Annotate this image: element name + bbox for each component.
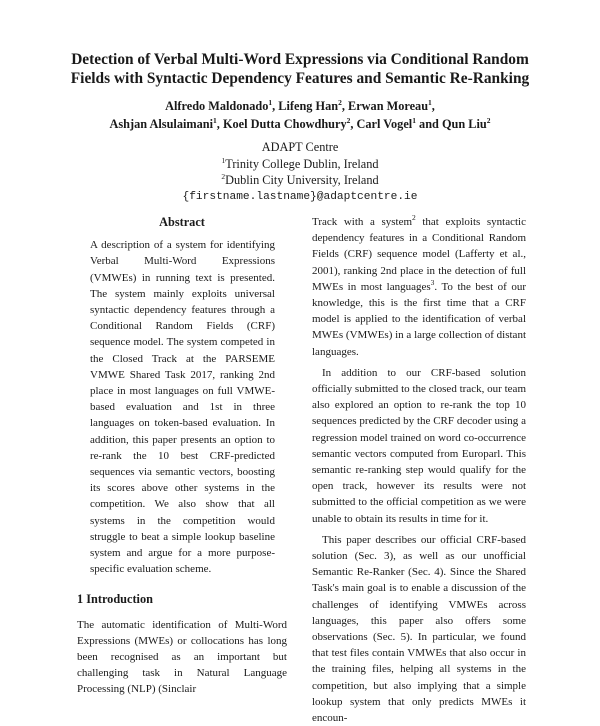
author-name: Qun Liu xyxy=(441,117,487,131)
author-separator: , xyxy=(216,117,223,131)
paragraph-3: This paper describes our official CRF-based solution (Sec. 3), as well as our unofficial Semantic Re-Ranker (Sec. 4). Since the Shared Task's main goal is to enable a discussion of the challenges of identifying VMWEs across languages, this paper also offers some observations (Sec. 5). In particular, we found that test files contain VMWEs that also occur in the training files, helping all systems in the competition, but also implying that a simple lookup system that only predicts MWEs it encoun- xyxy=(312,533,526,725)
author-name: Lifeng Han xyxy=(278,99,339,113)
author-line-2 xyxy=(40,115,560,133)
author-list xyxy=(40,97,560,133)
paragraph-1-part-a: Track with a system xyxy=(312,216,413,228)
affiliation-2 xyxy=(40,172,560,189)
affiliation-mark: 2 xyxy=(486,116,491,125)
author-separator: , xyxy=(341,99,348,113)
author-separator: , xyxy=(350,117,357,131)
author-separator: , xyxy=(272,99,279,113)
footnote-mark: 3 xyxy=(430,277,435,287)
affiliation-1-text: Trinity College Dublin, Ireland xyxy=(225,156,379,171)
author-name: Koel Dutta Chowdhury xyxy=(222,117,347,131)
affiliation-2-text: Dublin City University, Ireland xyxy=(225,173,379,187)
affiliation-mark: 2 xyxy=(221,172,226,181)
left-column xyxy=(77,214,287,698)
paragraph-1-part-b: that exploits syntactic dependency features in a Conditional Random Fields (CRF) sequence model (Lafferty et al., 2001), ranking 2nd place in the detection of full MWEs in most languages xyxy=(312,216,526,293)
affiliation-mark: 2 xyxy=(338,98,342,107)
affiliation-mark: 1 xyxy=(412,116,416,125)
author-conjunction: and xyxy=(415,117,442,131)
right-column xyxy=(312,214,526,726)
abstract-heading: Abstract xyxy=(159,215,205,229)
footnote-mark: 2 xyxy=(412,213,416,222)
affiliation-mark: 1 xyxy=(428,98,432,107)
title-line-1: Detection of Verbal Multi-Word Expressions via Conditional Random xyxy=(71,51,529,68)
affiliation-mark: 1 xyxy=(213,116,217,125)
paragraph-1 xyxy=(312,214,526,360)
affiliation-block xyxy=(40,139,560,205)
paper-title xyxy=(40,50,560,88)
author-name: Carl Vogel xyxy=(356,117,413,131)
abstract-body xyxy=(77,237,287,577)
affiliation-mark: 1 xyxy=(268,98,273,107)
title-line-2: Fields with Syntactic Dependency Features and Semantic Re-Ranking xyxy=(70,70,530,87)
author-email: {firstname.lastname}@adaptcentre.ie xyxy=(182,190,418,203)
paragraph-1-part-c: . To the best of our knowledge, this is the first time that a CRF model is applied to the identification of verbal MWEs (VMWEs) in a large collection of distant languages. xyxy=(312,280,526,358)
author-name: Erwan Moreau xyxy=(348,99,429,113)
affiliation-center: ADAPT Centre xyxy=(261,140,339,154)
affiliation-1 xyxy=(40,156,560,173)
author-name: Alfredo Maldonado xyxy=(165,99,269,113)
affiliation-mark: 1 xyxy=(221,155,226,165)
introduction-text: The automatic identification of Multi-Word Expressions (MWEs) or collocations has long been recognised as an important but challenging task in Natural Language Processing (NLP) (Sinclair xyxy=(77,618,287,696)
affiliation-mark: 2 xyxy=(346,116,351,125)
author-name: Ashjan Alsulaimani xyxy=(109,117,214,131)
abstract-text: A description of a system for identifying Verbal Multi-Word Expressions (VMWEs) in running text is presented. The system mainly exploits universal syntactic dependency features through a Conditional Random Fields (CRF) sequence model. The system competed in the Closed Track at the PARSEME VMWE Shared Task 2017, ranking 2nd place in most languages on full VMWE-based evaluation and 1st in three languages on token-based evaluation. In addition, this paper presents an option to re-rank the 10 best CRF-predicted sequences via semantic vectors, boosting its scores above other systems in the competition. We also show that all systems in the competition would struggle to beat a simple lookup baseline system and argue for a more purpose-specific evaluation scheme. xyxy=(90,239,275,576)
section-heading-introduction: 1 Introduction xyxy=(77,592,153,607)
author-line-1 xyxy=(40,97,560,115)
paragraph-2: In addition to our CRF-based solution officially submitted to the closed track, our team also explored an option to re-rank the top 10 sequences predicted by the CRF decoder using a regression model trained on word co-occurrence semantic vectors computed from Europarl. This semantic re-ranking step would qualify for the open track, however its results were not submitted to the official competition as we were unable to obtain its results in time for it. xyxy=(312,366,526,525)
author-separator: , xyxy=(431,99,435,113)
